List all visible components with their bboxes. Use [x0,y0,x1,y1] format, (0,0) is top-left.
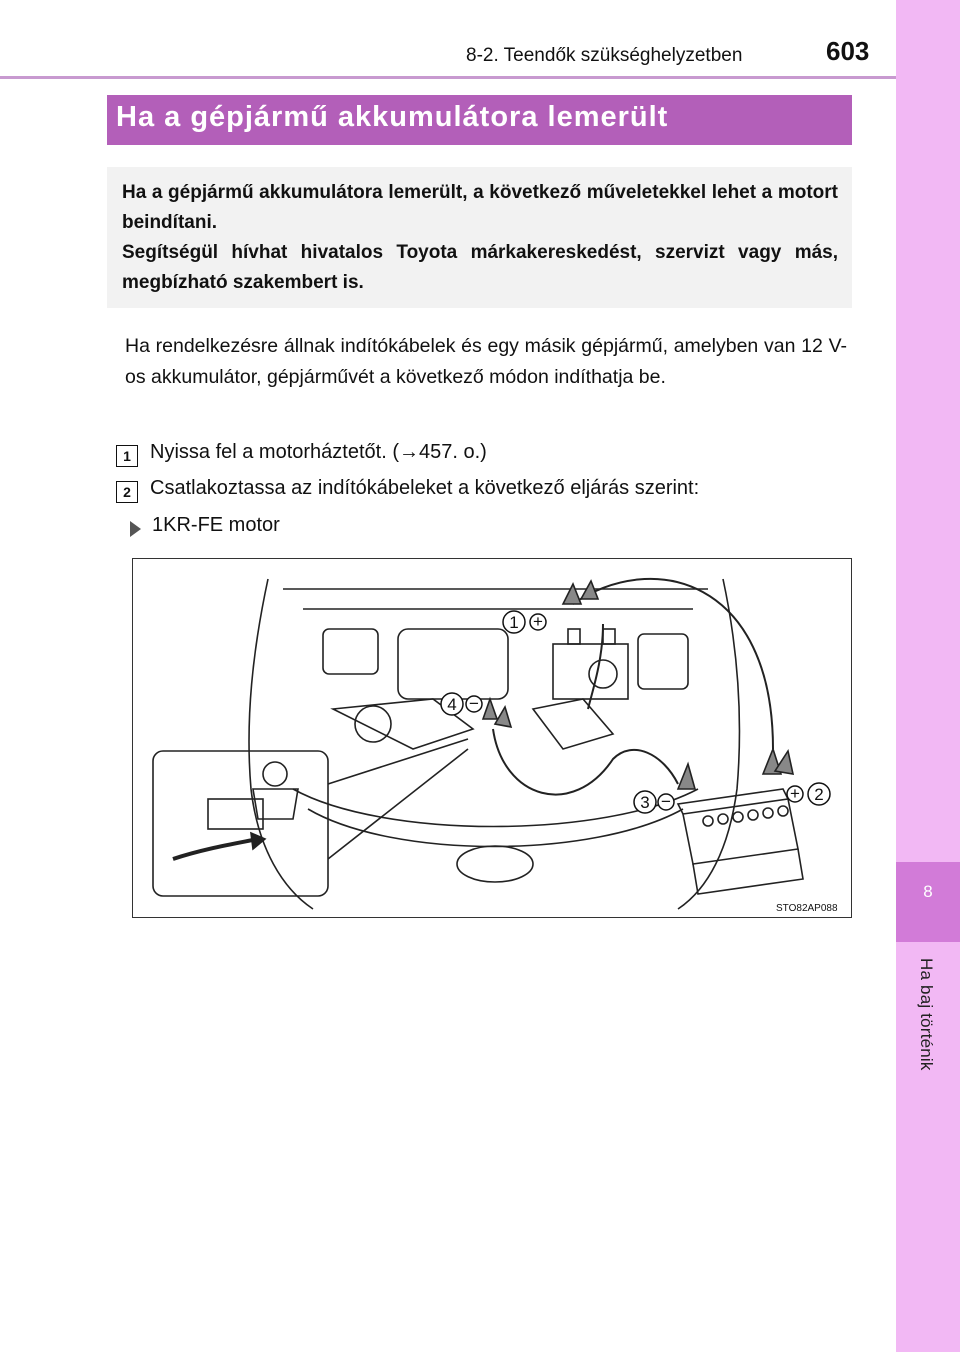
callout-4-sign: − [469,694,479,713]
intro-line-2: Segítségül hívhat hivatalos Toyota márkakereskedést, szervizt vagy más, megbízható szakembert is. [122,242,838,293]
step-text: Csatlakoztassa az indítókábeleket a következő eljárás szerint: [150,477,700,499]
callout-1-sign: + [533,612,543,631]
page-number: 603 [826,36,870,66]
intro-box [107,167,852,308]
callout-3-sign: − [661,792,671,811]
chapter-number: 8 [923,882,933,901]
intro-line-1: Ha a gépjármű akkumulátora lemerült, a következő műveletekkel lehet a motort beindítani. [122,182,838,233]
figure-code: STO82AP088 [776,903,838,914]
callout-1-number: 1 [509,613,519,632]
chapter-number-tab [896,862,960,942]
step-text: Nyissa fel a motorháztetőt. (→457. o.) [150,441,487,463]
step-number-box: 2 [116,481,138,503]
section-header: 8-2. Teendők szükséghelyzetben [466,45,743,66]
callout-3-number: 3 [640,793,650,812]
engine-bay-drawing [133,559,851,917]
callout-2-sign: + [790,784,800,803]
engine-label: 1KR-FE motor [152,514,280,536]
chapter-side-tab [896,0,960,1352]
page-title: Ha a gépjármű akkumulátora lemerült [116,101,669,133]
body-paragraph: Ha rendelkezésre állnak indítókábelek és egy másik gépjármű, amelyben van 12 V-os akkumulátor, gépjárművét a következő módon indíthatja be. [125,335,847,388]
header-rule [0,76,896,79]
callout-2-number: 2 [814,785,824,804]
callout-4-number: 4 [447,695,457,714]
jump-start-illustration [132,558,852,918]
step-number-box: 1 [116,445,138,467]
triangle-bullet-icon [130,521,141,537]
chapter-label: Ha baj történik [917,958,936,1071]
